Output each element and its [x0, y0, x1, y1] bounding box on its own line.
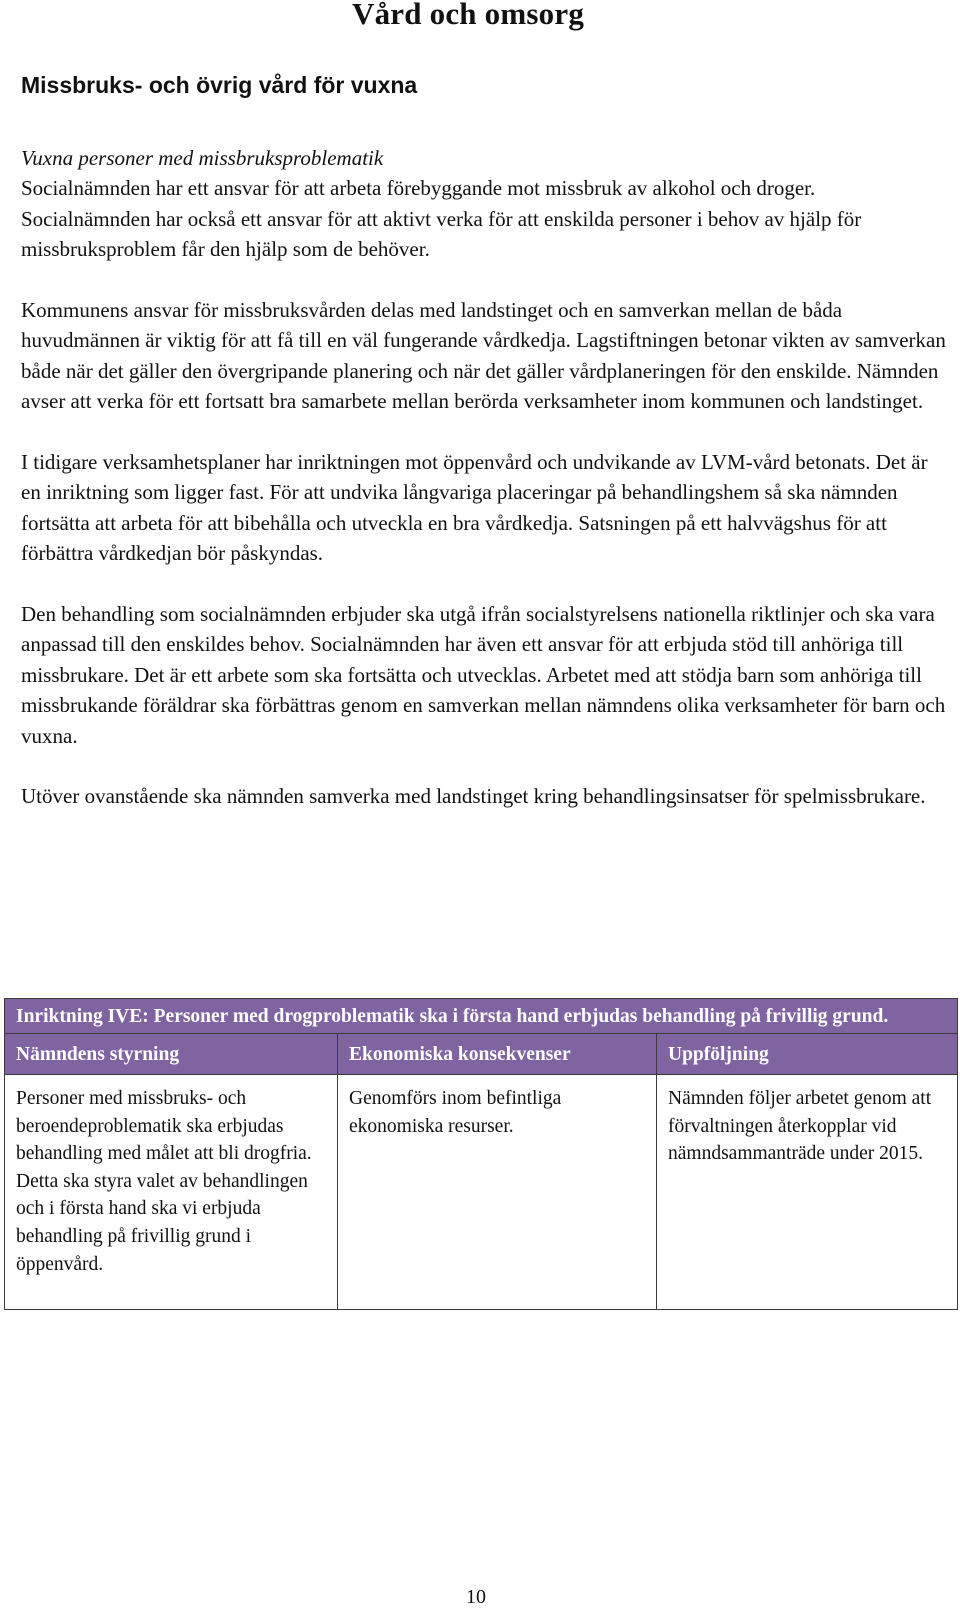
table-header-row	[5, 1034, 958, 1075]
table-row	[5, 1075, 958, 1310]
cell-ekonomiska: Genomförs inom befintliga ekonomiska resurser.	[338, 1075, 657, 1310]
body-paragraph: Kommunens ansvar för missbruksvården delas med landstinget och en samverkan mellan de båda huvudmännen är viktig för att få till en väl fungerande vårdkedja. Lagstiftningen betonar vikten av samverkan både när det gäller den övergripande planering och när det gäller vårdplaneringen för den enskilde. Nämnden avser att verka för ett fortsatt bra samarbete mellan berörda verksamheter inom kommunen och landstinget.	[21, 298, 946, 414]
column-header-styrning: Nämndens styrning	[5, 1034, 338, 1075]
column-header-uppfoljning: Uppföljning	[657, 1034, 958, 1075]
cell-uppfoljning: Nämnden följer arbetet genom att förvaltningen återkopplar vid nämndsammanträde under 2015.	[657, 1075, 958, 1310]
intro-paragraph	[21, 143, 946, 265]
column-header-ekonomiska: Ekonomiska konsekvenser	[338, 1034, 657, 1075]
section-title: Missbruks- och övrig vård för vuxna	[21, 72, 418, 98]
intro-subheading: Vuxna personer med missbruksproblematik	[21, 146, 384, 170]
page-header: Vård och omsorg	[352, 0, 585, 31]
body-paragraph: Den behandling som socialnämnden erbjuder ska utgå ifrån socialstyrelsens nationella riktlinjer och ska vara anpassad till den enskildes behov. Socialnämnden har även ett ansvar för att erbjuda stöd till anhöriga till missbrukare. Det är ett arbete som ska fortsätta och utvecklas. Arbetet med att stödja barn som anhöriga till missbrukande föräldrar ska förbättras genom en samverkan mellan nämndens olika verksamheter för barn och vuxna.	[21, 602, 946, 748]
intro-text: Socialnämnden har ett ansvar för att arbeta förebyggande mot missbruk av alkohol och droger. Socialnämnden har också ett ansvar för att aktivt verka för att enskilda personer i behov av hjälp för missbruksproblem får den hjälp som de behöver.	[21, 176, 862, 262]
cell-styrning: Personer med missbruks- och beroendeproblematik ska erbjudas behandling med målet att bli drogfria. Detta ska styra valet av behandlingen och i första hand ska vi erbjuda behandling på frivillig grund i öppenvård.	[5, 1075, 338, 1310]
page-number: 10	[466, 1586, 486, 1608]
body-paragraph: Utöver ovanstående ska nämnden samverka med landstinget kring behandlingsinsatser för spelmissbrukare.	[21, 784, 926, 809]
body-paragraph: I tidigare verksamhetsplaner har inriktningen mot öppenvård och undvikande av LVM-vård betonats. Det är en inriktning som ligger fast. För att undvika långvariga placeringar på behandlingshem så ska nämnden fortsätta att arbeta för att bibehålla och utveckla en bra vårdkedja. Satsningen på ett halvvägshus för att förbättra vårdkedjan bör påskyndas.	[21, 450, 928, 566]
goal-table	[4, 998, 958, 1310]
goal-title: Inriktning IVE: Personer med drogproblematik ska i första hand erbjudas behandling på frivillig grund.	[5, 999, 958, 1034]
intro-block	[21, 143, 946, 812]
goal-title-row	[5, 999, 958, 1034]
